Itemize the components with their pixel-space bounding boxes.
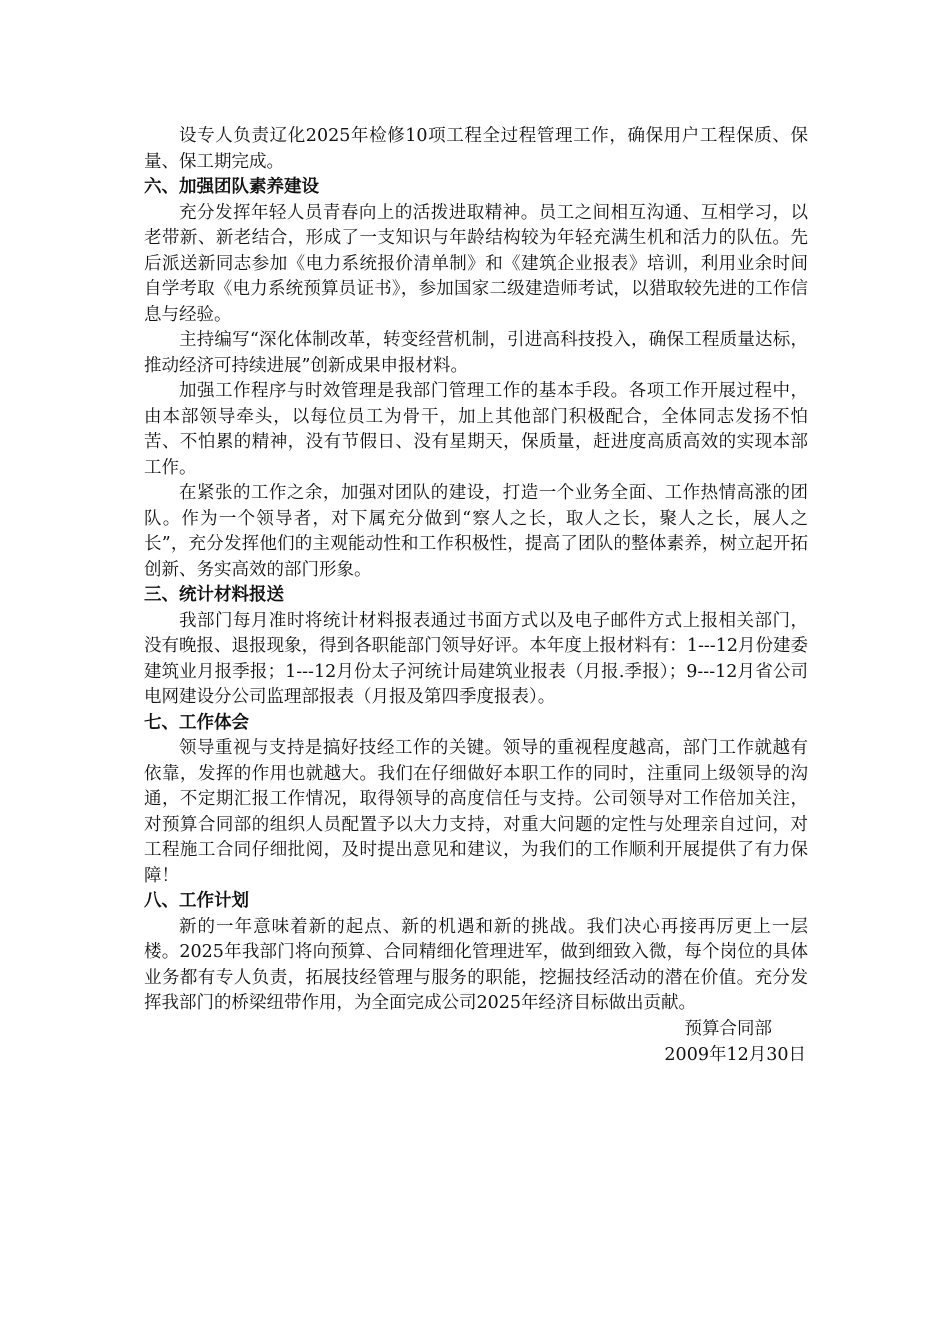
paragraph-work-experience: 领导重视与支持是搞好技经工作的关键。领导的重视程度越高，部门工作就越有依靠，发挥的作用也就越大。我们在仔细做好本职工作的同时，注重同上级领导的沟通，不定期汇报工作情况，取得领导的高度信任与支持。公司领导对工作倍加关注，对预算合同部的组织人员配置予以大力支持，对重大问题的定性与处理亲自过问，对工程施工合同仔细批阅，及时提出意见和建议，为我们的工作顺利开展提供了有力保障！ bbox=[144, 738, 808, 886]
heading-work-plan: 八、工作计划 bbox=[144, 891, 249, 911]
heading-team-building: 六、加强团队素养建设 bbox=[144, 177, 319, 197]
paragraph-project-management: 设专人负责辽化2025年检修10项工程全过程管理工作，确保用户工程保质、保量、保工期完成。 bbox=[144, 126, 808, 172]
paragraph-process-management: 加强工作程序与时效管理是我部门管理工作的基本手段。各项工作开展过程中，由本部领导牵头，以每位员工为骨干，加上其他部门积极配合，全体同志发扬不怕苦、不怕累的精神，没有节假日、没有星期天，保质量，赶进度高质高效的实现本部工作。 bbox=[144, 381, 808, 478]
paragraph-team-construction: 在紧张的工作之余，加强对团队的建设，打造一个业务全面、工作热情高涨的团队。作为一个领导者，对下属充分做到“察人之长，取人之长，聚人之长，展人之长”，充分发挥他们的主观能动性和工作积极性，提高了团队的整体素养，树立起开拓创新、务实高效的部门形象。 bbox=[144, 483, 808, 580]
signature-department: 预算合同部 bbox=[684, 1019, 772, 1039]
signature-date: 2009年12月30日 bbox=[664, 1045, 806, 1065]
heading-statistics-reporting: 三、统计材料报送 bbox=[144, 585, 284, 605]
paragraph-innovation-report: 主持编写“深化体制改革，转变经营机制，引进高科技投入，确保工程质量达标，推动经济可持续进展”创新成果申报材料。 bbox=[144, 330, 808, 376]
heading-work-experience: 七、工作体会 bbox=[144, 712, 249, 733]
paragraph-statistics-reporting: 我部门每月准时将统计材料报表通过书面方式以及电子邮件方式上报相关部门，没有晚报、退报现象，得到各职能部门领导好评。本年度上报材料有：1---12月份建委建筑业月报季报；1---12月份太子河统计局建筑业报表（月报.季报）；9---12月省公司电网建设分公司监理部报表（月报及第四季度报表）。 bbox=[144, 610, 808, 707]
paragraph-work-plan: 新的一年意味着新的起点、新的机遇和新的挑战。我们决心再接再厉更上一层楼。2025年我部门将向预算、合同精细化管理进军，做到细致入微，每个岗位的具体业务都有专人负责，拓展技经管理与服务的职能，挖掘技经活动的潜在价值。充分发挥我部门的桥梁纽带作用，为全面完成公司2025年经济目标做出贡献。 bbox=[144, 916, 808, 1013]
document-body bbox=[144, 124, 808, 1017]
signature-block bbox=[664, 1016, 806, 1068]
paragraph-young-staff: 充分发挥年轻人员青春向上的活拨进取精神。员工之间相互沟通、互相学习，以老带新、新老结合，形成了一支知识与年龄结构较为年轻充满生机和活力的队伍。先后派送新同志参加《电力系统报价清单制》和《建筑企业报表》培训，利用业余时间自学考取《电力系统预算员证书》，参加国家二级建造师考试，以猎取较先进的工作信息与经验。 bbox=[144, 202, 808, 325]
